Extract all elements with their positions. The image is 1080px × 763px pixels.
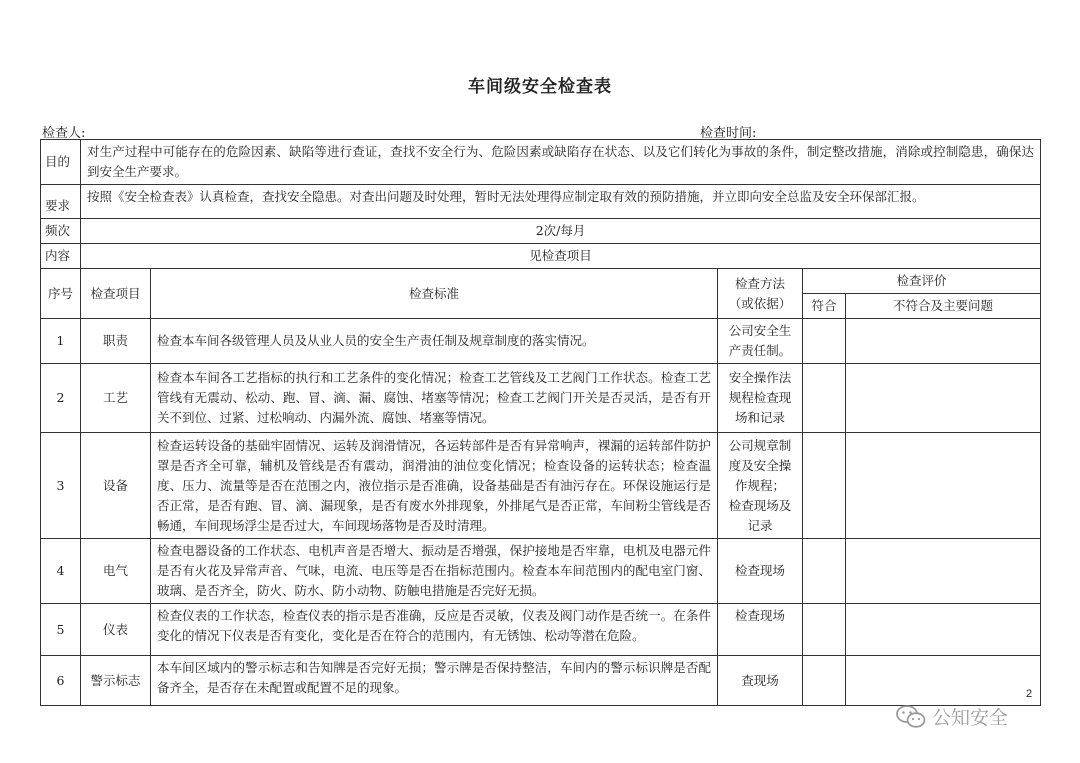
row-standard: 检查仪表的工作状态，检查仪表的指示是否准确，反应是否灵敏，仪表及阀门动作是否统一。在条件变化的情况下仪表是否有变化，变化是否在符合的范围内，有无锈蚀、松动等潜在危险。 [151,604,718,656]
row-method: 查现场 [718,656,803,706]
row-pass-cell [803,433,846,539]
inspection-table [40,139,1041,706]
row-fail-cell [846,433,1041,539]
header-pass: 符合 [803,294,846,319]
row-method: 公司规章制 度及安全操 作规程； 检查现场及 记录 [718,433,803,539]
purpose-label: 目的 [41,140,81,185]
table-row [41,604,1041,656]
watermark [896,703,1008,730]
row-item: 电气 [81,539,151,604]
row-item: 职责 [81,319,151,364]
row-pass-cell [803,364,846,433]
frequency-value: 2次/每月 [81,219,1041,244]
requirement-text: 按照《安全检查表》认真检查，查找安全隐患。对查出问题及时处理，暂时无法处理得应制定取有效的预防措施，并立即向安全总监及安全环保部汇报。 [81,185,1041,219]
header-no: 序号 [41,269,81,319]
row-fail-cell [846,319,1041,364]
row-standard: 本车间区域内的警示标志和告知牌是否完好无损；警示牌是否保持整洁，车间内的警示标识牌是否配备齐全，是否存在未配置或配置不足的现象。 [151,656,718,706]
table-row [41,539,1041,604]
page-title: 车间级安全检查表 [468,77,612,97]
row-fail-cell [846,539,1041,604]
table-row [41,364,1041,433]
row-standard: 检查本车间各工艺指标的执行和工艺条件的变化情况；检查工艺管线及工艺阀门工作状态。检查工艺管线有无震动、松动、跑、冒、滴、漏、腐蚀、堵塞等情况；检查工艺阀门开关是否灵活，是否有开关不到位、过紧、过松响动、内漏外流、腐蚀、堵塞等情况。 [151,364,718,433]
purpose-text: 对生产过程中可能存在的危险因素、缺陷等进行查证，查找不安全行为、危险因素或缺陷存在状态、以及它们转化为事故的条件，制定整改措施，消除或控制隐患，确保达到安全生产要求。 [81,140,1041,185]
table-row [41,656,1041,706]
row-pass-cell [803,604,846,656]
content-label: 内容 [41,244,81,269]
row-fail-cell [846,604,1041,656]
inspector-label: 检查人: [42,126,86,141]
row-method: 检查现场 [718,539,803,604]
row-pass-cell [803,656,846,706]
row-method: 公司安全生 产责任制。 [718,319,803,364]
row-method: 安全操作法 规程检查现 场和记录 [718,364,803,433]
header-item: 检查项目 [81,269,151,319]
table-row [41,319,1041,364]
row-no: 1 [41,319,81,364]
row-item: 仪表 [81,604,151,656]
row-item: 设备 [81,433,151,539]
header-standard: 检查标准 [151,269,718,319]
content-value: 见检查项目 [81,244,1041,269]
frequency-label: 频次 [41,219,81,244]
row-no: 5 [41,604,81,656]
row-no: 4 [41,539,81,604]
row-fail-cell [846,656,1041,706]
watermark-text: 公知安全 [932,707,1009,729]
table-row [41,433,1041,539]
row-no: 3 [41,433,81,539]
header-method: 检查方法 （或依据） [718,269,803,319]
row-item: 警示标志 [81,656,151,706]
row-no: 2 [41,364,81,433]
page-number: 2 [1026,688,1033,700]
wechat-icon [896,704,926,730]
row-method: 检查现场 [718,604,803,656]
row-standard: 检查运转设备的基础牢固情况、运转及润滑情况，各运转部件是否有异常响声，裸漏的运转部件防护罩是否齐全可靠，辅机及管线是否有震动，润滑油的油位变化情况；检查设备的运转状态；检查温度、压力、流量等是否在范围之内，液位指示是否准确，设备基础是否有油污存在。环保设施运行是否正常，是否有跑、冒、滴、漏现象，是否有废水外排现象，外排尾气是否正常，车间粉尘管线是否畅通，车间现场浮尘是否过大，车间现场落物是否及时清理。 [151,433,718,539]
row-no: 6 [41,656,81,706]
row-standard: 检查本车间各级管理人员及从业人员的安全生产责任制及规章制度的落实情况。 [151,319,718,364]
row-fail-cell [846,364,1041,433]
row-item: 工艺 [81,364,151,433]
row-pass-cell [803,319,846,364]
inspection-time-label: 检查时间: [700,126,757,141]
header-evaluation: 检查评价 [803,269,1041,294]
requirement-label: 要求 [41,185,81,219]
header-fail: 不符合及主要问题 [846,294,1041,319]
row-pass-cell [803,539,846,604]
row-standard: 检查电器设备的工作状态、电机声音是否增大、振动是否增强，保护接地是否牢靠，电机及电器元件是否有火花及异常声音、气味，电流、电压等是否在指标范围内。检查本车间范围内的配电室门窗、玻璃、是否齐全，防火、防水、防小动物、防触电措施是否完好无损。 [151,539,718,604]
